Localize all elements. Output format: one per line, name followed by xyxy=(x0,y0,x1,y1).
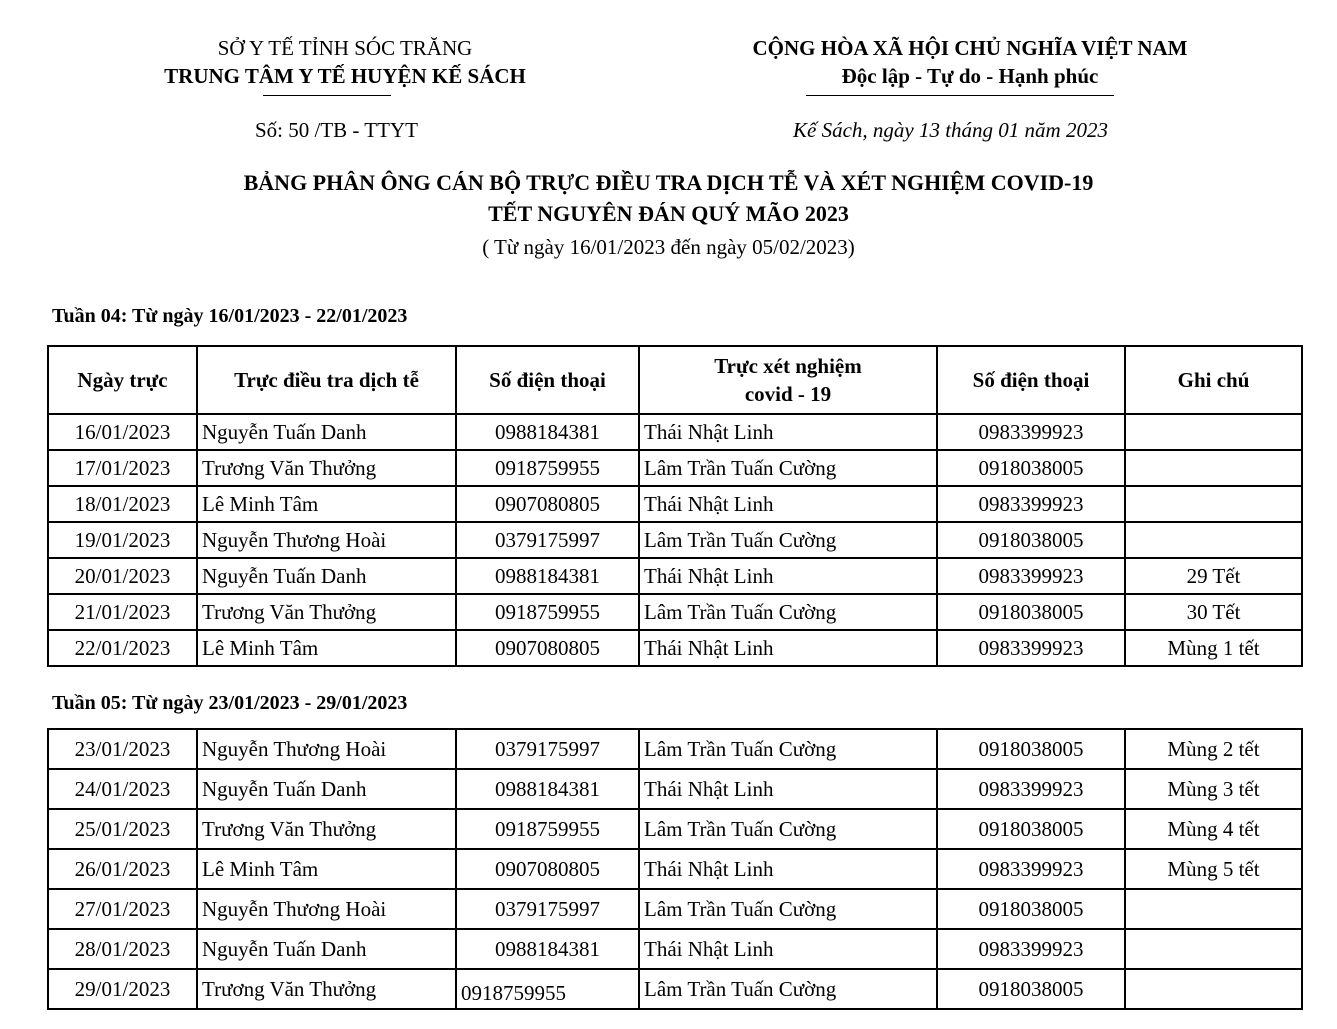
cell-phone1: 0988184381 xyxy=(456,929,639,969)
cell-date: 17/01/2023 xyxy=(48,450,197,486)
cell-phone1: 0918759955 xyxy=(456,809,639,849)
cell-note: Mùng 2 tết xyxy=(1125,729,1302,769)
cell-date: 27/01/2023 xyxy=(48,889,197,929)
cell-note xyxy=(1125,486,1302,522)
cell-test: Lâm Trần Tuấn Cường xyxy=(639,969,937,1009)
document-title: BẢNG PHÂN ÔNG CÁN BỘ TRỰC ĐIỀU TRA DỊCH TỄ VÀ XÉT NGHIỆM COVID-19 xyxy=(243,170,1094,195)
table-row xyxy=(48,849,1302,889)
cell-phone2: 0918038005 xyxy=(937,809,1125,849)
cell-test: Lâm Trần Tuấn Cường xyxy=(639,450,937,486)
table-row xyxy=(48,558,1302,594)
cell-phone1: 0379175997 xyxy=(456,729,639,769)
document-period: ( Từ ngày 16/01/2023 đến ngày 05/02/2023) xyxy=(482,235,855,259)
cell-test: Lâm Trần Tuấn Cường xyxy=(639,522,937,558)
cell-phone2: 0983399923 xyxy=(937,769,1125,809)
col-header-phone2: Số điện thoại xyxy=(937,346,1125,414)
table-row xyxy=(48,929,1302,969)
cell-date: 18/01/2023 xyxy=(48,486,197,522)
cell-test: Lâm Trần Tuấn Cường xyxy=(639,889,937,929)
table-row xyxy=(48,630,1302,666)
table-row xyxy=(48,969,1302,1009)
table-row xyxy=(48,522,1302,558)
cell-phone2: 0983399923 xyxy=(937,558,1125,594)
cell-phone2: 0983399923 xyxy=(937,929,1125,969)
cell-epi: Nguyễn Tuấn Danh xyxy=(197,769,456,809)
table-row xyxy=(48,769,1302,809)
schedule-table-week-05 xyxy=(47,728,1303,1010)
col-header-test xyxy=(639,346,937,414)
cell-date: 16/01/2023 xyxy=(48,414,197,450)
cell-phone2: 0918038005 xyxy=(937,450,1125,486)
cell-note xyxy=(1125,522,1302,558)
cell-phone1: 0988184381 xyxy=(456,558,639,594)
cell-phone2: 0918038005 xyxy=(937,729,1125,769)
cell-date: 23/01/2023 xyxy=(48,729,197,769)
table-row xyxy=(48,594,1302,630)
cell-test: Thái Nhật Linh xyxy=(639,486,937,522)
cell-phone1: 0379175997 xyxy=(456,522,639,558)
table-header-row xyxy=(48,346,1302,414)
cell-note: Mùng 5 tết xyxy=(1125,849,1302,889)
place-date: Kế Sách, ngày 13 tháng 01 năm 2023 xyxy=(793,118,1108,142)
cell-phone2: 0983399923 xyxy=(937,849,1125,889)
cell-date: 29/01/2023 xyxy=(48,969,197,1009)
cell-phone2: 0983399923 xyxy=(937,486,1125,522)
cell-epi: Trương Văn Thưởng xyxy=(197,594,456,630)
cell-test: Lâm Trần Tuấn Cường xyxy=(639,594,937,630)
cell-note xyxy=(1125,414,1302,450)
cell-phone2: 0918038005 xyxy=(937,969,1125,1009)
cell-epi: Lê Minh Tâm xyxy=(197,486,456,522)
cell-test: Thái Nhật Linh xyxy=(639,558,937,594)
cell-note: Mùng 3 tết xyxy=(1125,769,1302,809)
cell-date: 24/01/2023 xyxy=(48,769,197,809)
cell-epi: Lê Minh Tâm xyxy=(197,630,456,666)
cell-epi: Nguyễn Thương Hoài xyxy=(197,889,456,929)
cell-date: 20/01/2023 xyxy=(48,558,197,594)
cell-test: Thái Nhật Linh xyxy=(639,630,937,666)
document-title-line2: TẾT NGUYÊN ĐÁN QUÝ MÃO 2023 xyxy=(488,201,849,226)
table-row xyxy=(48,450,1302,486)
col-header-phone1: Số điện thoại xyxy=(456,346,639,414)
cell-phone1: 0918759955 xyxy=(456,594,639,630)
cell-test: Lâm Trần Tuấn Cường xyxy=(639,729,937,769)
cell-note xyxy=(1125,929,1302,969)
cell-note: 30 Tết xyxy=(1125,594,1302,630)
col-header-test-line1: Trực xét nghiệm xyxy=(714,354,862,378)
cell-phone2: 0983399923 xyxy=(937,414,1125,450)
cell-phone1: 0907080805 xyxy=(456,486,639,522)
cell-note xyxy=(1125,889,1302,929)
col-header-note: Ghi chú xyxy=(1125,346,1302,414)
cell-phone2: 0918038005 xyxy=(937,889,1125,929)
cell-note xyxy=(1125,450,1302,486)
col-header-epi: Trực điều tra dịch tễ xyxy=(197,346,456,414)
cell-phone2: 0918038005 xyxy=(937,522,1125,558)
col-header-test-line2: covid - 19 xyxy=(744,382,832,406)
cell-epi: Trương Văn Thưởng xyxy=(197,809,456,849)
cell-epi: Nguyễn Thương Hoài xyxy=(197,729,456,769)
department-name: SỞ Y TẾ TỈNH SÓC TRĂNG xyxy=(217,36,473,60)
cell-phone1: 0907080805 xyxy=(456,849,639,889)
table-row xyxy=(48,729,1302,769)
nation-title: CỘNG HÒA XÃ HỘI CHỦ NGHĨA VIỆT NAM xyxy=(752,36,1188,60)
cell-note: 29 Tết xyxy=(1125,558,1302,594)
cell-epi: Nguyễn Thương Hoài xyxy=(197,522,456,558)
nation-motto: Độc lập - Tự do - Hạnh phúc xyxy=(841,64,1099,88)
cell-note xyxy=(1125,969,1302,1009)
cell-test: Thái Nhật Linh xyxy=(639,849,937,889)
cell-epi: Nguyễn Tuấn Danh xyxy=(197,929,456,969)
cell-phone1: 0988184381 xyxy=(456,769,639,809)
header-right-underline xyxy=(806,95,1114,96)
cell-epi: Trương Văn Thưởng xyxy=(197,969,456,1009)
cell-test: Lâm Trần Tuấn Cường xyxy=(639,809,937,849)
cell-note: Mùng 4 tết xyxy=(1125,809,1302,849)
organization-header xyxy=(140,34,550,90)
cell-date: 28/01/2023 xyxy=(48,929,197,969)
table-row xyxy=(48,414,1302,450)
cell-epi: Nguyễn Tuấn Danh xyxy=(197,558,456,594)
cell-date: 26/01/2023 xyxy=(48,849,197,889)
table-row xyxy=(48,486,1302,522)
week-label: Tuần 05: Từ ngày 23/01/2023 - 29/01/2023 xyxy=(52,692,408,714)
document-number: Số: 50 /TB - TTYT xyxy=(255,118,418,142)
cell-phone1: 0379175997 xyxy=(456,889,639,929)
center-name: TRUNG TÂM Y TẾ HUYỆN KẾ SÁCH xyxy=(164,64,526,88)
national-header xyxy=(720,34,1220,90)
cell-phone1: 0988184381 xyxy=(456,414,639,450)
cell-phone1: 0907080805 xyxy=(456,630,639,666)
cell-phone1: 0918759955 xyxy=(456,969,639,1009)
cell-phone2: 0918038005 xyxy=(937,594,1125,630)
cell-phone2: 0983399923 xyxy=(937,630,1125,666)
cell-note: Mùng 1 tết xyxy=(1125,630,1302,666)
cell-date: 21/01/2023 xyxy=(48,594,197,630)
cell-phone1: 0918759955 xyxy=(456,450,639,486)
cell-test: Thái Nhật Linh xyxy=(639,414,937,450)
table-row xyxy=(48,809,1302,849)
cell-date: 19/01/2023 xyxy=(48,522,197,558)
cell-epi: Trương Văn Thưởng xyxy=(197,450,456,486)
table-row xyxy=(48,889,1302,929)
cell-test: Thái Nhật Linh xyxy=(639,769,937,809)
schedule-table-week-04 xyxy=(47,345,1303,667)
cell-epi: Lê Minh Tâm xyxy=(197,849,456,889)
week-label: Tuần 04: Từ ngày 16/01/2023 - 22/01/2023 xyxy=(52,305,408,327)
cell-epi: Nguyễn Tuấn Danh xyxy=(197,414,456,450)
cell-test: Thái Nhật Linh xyxy=(639,929,937,969)
col-header-date: Ngày trực xyxy=(48,346,197,414)
cell-date: 22/01/2023 xyxy=(48,630,197,666)
header-left-underline xyxy=(263,95,391,96)
cell-date: 25/01/2023 xyxy=(48,809,197,849)
